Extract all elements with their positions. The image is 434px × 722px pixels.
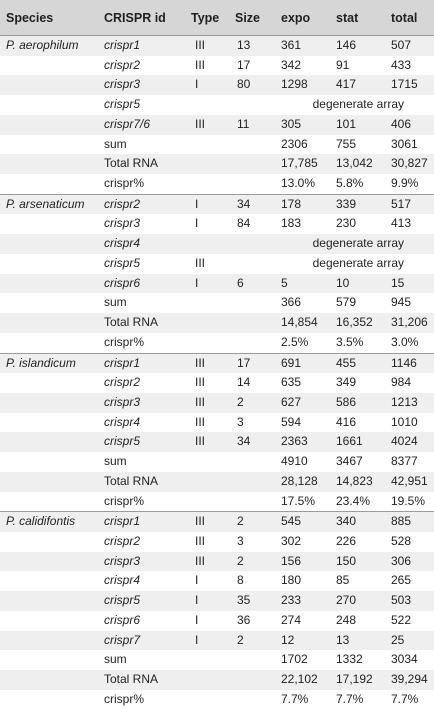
expo-cell: 233 xyxy=(275,591,330,611)
species-cell: P. aerophilum xyxy=(0,36,98,56)
species-cell xyxy=(0,135,98,155)
total-cell: 1213 xyxy=(385,393,434,413)
total-cell: 433 xyxy=(385,56,434,76)
size-cell: 2 xyxy=(229,631,275,651)
type-cell xyxy=(185,650,229,670)
type-cell: I xyxy=(185,75,229,95)
table-row xyxy=(0,56,434,76)
species-cell xyxy=(0,532,98,552)
type-cell: I xyxy=(185,274,229,294)
species-cell xyxy=(0,631,98,651)
size-cell xyxy=(229,650,275,670)
species-cell xyxy=(0,591,98,611)
type-cell xyxy=(185,670,229,690)
species-cell xyxy=(0,115,98,135)
total-cell: 19.5% xyxy=(385,492,434,512)
stat-cell: 101 xyxy=(330,115,385,135)
table-row xyxy=(0,532,434,552)
type-cell: III xyxy=(185,115,229,135)
expo-cell: 5 xyxy=(275,274,330,294)
type-cell xyxy=(185,135,229,155)
size-cell: 3 xyxy=(229,413,275,433)
size-cell xyxy=(229,174,275,194)
crispr-id-cell: crispr6 xyxy=(98,611,185,631)
crispr-id-cell: crispr6 xyxy=(98,274,185,294)
crispr-id-cell: crispr5 xyxy=(98,591,185,611)
expo-cell: 17.5% xyxy=(275,492,330,512)
species-cell xyxy=(0,472,98,492)
table-row xyxy=(0,293,434,313)
table-row xyxy=(0,313,434,333)
table-row xyxy=(0,234,434,254)
crispr-id-cell: crispr% xyxy=(98,333,185,353)
total-cell: 15 xyxy=(385,274,434,294)
crispr-id-cell: crispr1 xyxy=(98,512,185,532)
stat-cell: 13,042 xyxy=(330,154,385,174)
type-cell: III xyxy=(185,552,229,572)
type-cell xyxy=(185,452,229,472)
table-row xyxy=(0,492,434,512)
size-cell xyxy=(229,333,275,353)
size-cell: 2 xyxy=(229,512,275,532)
header-stat: stat xyxy=(330,0,385,36)
total-cell: 31,206 xyxy=(385,313,434,333)
stat-cell: 417 xyxy=(330,75,385,95)
species-cell xyxy=(0,670,98,690)
size-cell xyxy=(229,472,275,492)
type-cell: III xyxy=(185,413,229,433)
crispr-id-cell: Total RNA xyxy=(98,154,185,174)
total-cell: 522 xyxy=(385,611,434,631)
total-cell: 25 xyxy=(385,631,434,651)
size-cell xyxy=(229,234,275,254)
size-cell: 34 xyxy=(229,194,275,214)
expo-cell: 594 xyxy=(275,413,330,433)
total-cell: 984 xyxy=(385,373,434,393)
crispr-id-cell: sum xyxy=(98,293,185,313)
stat-cell: 248 xyxy=(330,611,385,631)
expo-cell: 13.0% xyxy=(275,174,330,194)
stat-cell: 7.7% xyxy=(330,690,385,710)
type-cell xyxy=(185,472,229,492)
expo-cell: 1702 xyxy=(275,650,330,670)
table-row xyxy=(0,631,434,651)
table-row xyxy=(0,611,434,631)
size-cell: 84 xyxy=(229,214,275,234)
crispr-id-cell: crispr% xyxy=(98,492,185,512)
expo-cell: 2306 xyxy=(275,135,330,155)
total-cell: 413 xyxy=(385,214,434,234)
total-cell: 517 xyxy=(385,194,434,214)
total-cell: 30,827 xyxy=(385,154,434,174)
size-cell xyxy=(229,492,275,512)
stat-cell: 339 xyxy=(330,194,385,214)
size-cell: 2 xyxy=(229,552,275,572)
type-cell xyxy=(185,234,229,254)
table-row xyxy=(0,214,434,234)
type-cell: III xyxy=(185,36,229,56)
crispr-id-cell: crispr7/6 xyxy=(98,115,185,135)
table-row xyxy=(0,95,434,115)
type-cell: I xyxy=(185,591,229,611)
table-row xyxy=(0,174,434,194)
crispr-id-cell: crispr3 xyxy=(98,393,185,413)
expo-cell: 22,102 xyxy=(275,670,330,690)
type-cell: III xyxy=(185,56,229,76)
expo-cell: 17,785 xyxy=(275,154,330,174)
type-cell: I xyxy=(185,194,229,214)
stat-cell: 1661 xyxy=(330,432,385,452)
type-cell xyxy=(185,174,229,194)
degenerate-note: degenerate array xyxy=(275,254,434,274)
table-row xyxy=(0,552,434,572)
type-cell xyxy=(185,690,229,710)
table-body xyxy=(0,36,434,710)
crispr-id-cell: Total RNA xyxy=(98,670,185,690)
table-header xyxy=(0,0,434,36)
degenerate-note: degenerate array xyxy=(275,95,434,115)
type-cell: III xyxy=(185,512,229,532)
crispr-id-cell: crispr4 xyxy=(98,413,185,433)
stat-cell: 586 xyxy=(330,393,385,413)
size-cell: 8 xyxy=(229,571,275,591)
expo-cell: 342 xyxy=(275,56,330,76)
size-cell xyxy=(229,254,275,274)
stat-cell: 455 xyxy=(330,353,385,373)
stat-cell: 3467 xyxy=(330,452,385,472)
total-cell: 42,951 xyxy=(385,472,434,492)
type-cell xyxy=(185,313,229,333)
type-cell: III xyxy=(185,532,229,552)
stat-cell: 17,192 xyxy=(330,670,385,690)
table-row xyxy=(0,591,434,611)
stat-cell: 270 xyxy=(330,591,385,611)
size-cell: 6 xyxy=(229,274,275,294)
species-cell xyxy=(0,154,98,174)
table-row xyxy=(0,333,434,353)
expo-cell: 305 xyxy=(275,115,330,135)
crispr-id-cell: sum xyxy=(98,452,185,472)
size-cell: 17 xyxy=(229,56,275,76)
type-cell xyxy=(185,293,229,313)
total-cell: 9.9% xyxy=(385,174,434,194)
expo-cell: 180 xyxy=(275,571,330,591)
header-size: Size xyxy=(229,0,275,36)
species-cell xyxy=(0,690,98,710)
crispr-id-cell: crispr2 xyxy=(98,56,185,76)
species-cell xyxy=(0,650,98,670)
stat-cell: 23.4% xyxy=(330,492,385,512)
expo-cell: 545 xyxy=(275,512,330,532)
total-cell: 306 xyxy=(385,552,434,572)
crispr-id-cell: crispr% xyxy=(98,690,185,710)
total-cell: 503 xyxy=(385,591,434,611)
species-cell xyxy=(0,95,98,115)
type-cell: I xyxy=(185,571,229,591)
expo-cell: 14,854 xyxy=(275,313,330,333)
header-species: Species xyxy=(0,0,98,36)
crispr-id-cell: crispr4 xyxy=(98,234,185,254)
species-cell xyxy=(0,293,98,313)
species-cell: P. islandicum xyxy=(0,353,98,373)
table-row xyxy=(0,75,434,95)
type-cell xyxy=(185,95,229,115)
total-cell: 4024 xyxy=(385,432,434,452)
expo-cell: 635 xyxy=(275,373,330,393)
table-row xyxy=(0,274,434,294)
type-cell: III xyxy=(185,432,229,452)
expo-cell: 627 xyxy=(275,393,330,413)
header-type: Type xyxy=(185,0,229,36)
table-row xyxy=(0,432,434,452)
header-crispr-id: CRISPR id xyxy=(98,0,185,36)
expo-cell: 361 xyxy=(275,36,330,56)
species-cell xyxy=(0,611,98,631)
size-cell xyxy=(229,293,275,313)
total-cell: 1146 xyxy=(385,353,434,373)
species-cell xyxy=(0,393,98,413)
species-cell: P. arsenaticum xyxy=(0,194,98,214)
expo-cell: 28,128 xyxy=(275,472,330,492)
species-cell xyxy=(0,552,98,572)
table-row xyxy=(0,413,434,433)
expo-cell: 156 xyxy=(275,552,330,572)
crispr-id-cell: crispr3 xyxy=(98,214,185,234)
total-cell: 3061 xyxy=(385,135,434,155)
table-row xyxy=(0,452,434,472)
expo-cell: 4910 xyxy=(275,452,330,472)
expo-cell: 691 xyxy=(275,353,330,373)
table-row xyxy=(0,472,434,492)
crispr-id-cell: sum xyxy=(98,135,185,155)
size-cell: 35 xyxy=(229,591,275,611)
table-row xyxy=(0,36,434,56)
species-cell xyxy=(0,254,98,274)
species-cell xyxy=(0,313,98,333)
crispr-id-cell: crispr3 xyxy=(98,552,185,572)
total-cell: 406 xyxy=(385,115,434,135)
total-cell: 265 xyxy=(385,571,434,591)
stat-cell: 3.5% xyxy=(330,333,385,353)
type-cell xyxy=(185,492,229,512)
size-cell: 11 xyxy=(229,115,275,135)
header-row xyxy=(0,0,434,36)
size-cell xyxy=(229,135,275,155)
stat-cell: 14,823 xyxy=(330,472,385,492)
table-row xyxy=(0,353,434,373)
stat-cell: 340 xyxy=(330,512,385,532)
size-cell: 13 xyxy=(229,36,275,56)
table-row xyxy=(0,393,434,413)
stat-cell: 146 xyxy=(330,36,385,56)
size-cell: 36 xyxy=(229,611,275,631)
crispr-id-cell: Total RNA xyxy=(98,313,185,333)
crispr-id-cell: sum xyxy=(98,650,185,670)
stat-cell: 85 xyxy=(330,571,385,591)
expo-cell: 183 xyxy=(275,214,330,234)
crispr-id-cell: crispr% xyxy=(98,174,185,194)
species-cell xyxy=(0,274,98,294)
total-cell: 7.7% xyxy=(385,690,434,710)
expo-cell: 2.5% xyxy=(275,333,330,353)
stat-cell: 755 xyxy=(330,135,385,155)
total-cell: 507 xyxy=(385,36,434,56)
table-row xyxy=(0,135,434,155)
species-cell xyxy=(0,174,98,194)
total-cell: 1010 xyxy=(385,413,434,433)
type-cell: III xyxy=(185,254,229,274)
table-row xyxy=(0,650,434,670)
crispr-id-cell: crispr2 xyxy=(98,194,185,214)
table-row xyxy=(0,670,434,690)
expo-cell: 302 xyxy=(275,532,330,552)
total-cell: 528 xyxy=(385,532,434,552)
species-cell xyxy=(0,75,98,95)
crispr-id-cell: Total RNA xyxy=(98,472,185,492)
crispr-id-cell: crispr1 xyxy=(98,353,185,373)
size-cell: 80 xyxy=(229,75,275,95)
stat-cell: 150 xyxy=(330,552,385,572)
size-cell xyxy=(229,670,275,690)
stat-cell: 579 xyxy=(330,293,385,313)
species-cell xyxy=(0,214,98,234)
total-cell: 39,294 xyxy=(385,670,434,690)
crispr-id-cell: crispr5 xyxy=(98,432,185,452)
total-cell: 3.0% xyxy=(385,333,434,353)
table-row xyxy=(0,571,434,591)
species-cell xyxy=(0,56,98,76)
crispr-id-cell: crispr5 xyxy=(98,95,185,115)
species-cell xyxy=(0,432,98,452)
crispr-id-cell: crispr2 xyxy=(98,532,185,552)
type-cell xyxy=(185,154,229,174)
size-cell xyxy=(229,690,275,710)
size-cell: 3 xyxy=(229,532,275,552)
species-cell xyxy=(0,234,98,254)
crispr-id-cell: crispr7 xyxy=(98,631,185,651)
species-cell xyxy=(0,373,98,393)
type-cell: I xyxy=(185,611,229,631)
total-cell: 3034 xyxy=(385,650,434,670)
stat-cell: 349 xyxy=(330,373,385,393)
stat-cell: 1332 xyxy=(330,650,385,670)
table-row xyxy=(0,512,434,532)
size-cell: 17 xyxy=(229,353,275,373)
table-row xyxy=(0,194,434,214)
total-cell: 8377 xyxy=(385,452,434,472)
expo-cell: 1298 xyxy=(275,75,330,95)
type-cell: III xyxy=(185,373,229,393)
type-cell xyxy=(185,333,229,353)
crispr-id-cell: crispr2 xyxy=(98,373,185,393)
stat-cell: 230 xyxy=(330,214,385,234)
crispr-id-cell: crispr5 xyxy=(98,254,185,274)
stat-cell: 226 xyxy=(330,532,385,552)
total-cell: 885 xyxy=(385,512,434,532)
total-cell: 1715 xyxy=(385,75,434,95)
table-row xyxy=(0,690,434,710)
expo-cell: 366 xyxy=(275,293,330,313)
total-cell: 945 xyxy=(385,293,434,313)
expo-cell: 7.7% xyxy=(275,690,330,710)
type-cell: I xyxy=(185,631,229,651)
header-total: total xyxy=(385,0,434,36)
table-row xyxy=(0,254,434,274)
species-cell xyxy=(0,492,98,512)
stat-cell: 10 xyxy=(330,274,385,294)
table-row xyxy=(0,115,434,135)
size-cell xyxy=(229,154,275,174)
species-cell xyxy=(0,413,98,433)
species-cell xyxy=(0,571,98,591)
size-cell xyxy=(229,313,275,333)
stat-cell: 5.8% xyxy=(330,174,385,194)
degenerate-note: degenerate array xyxy=(275,234,434,254)
header-expo: expo xyxy=(275,0,330,36)
type-cell: I xyxy=(185,214,229,234)
stat-cell: 91 xyxy=(330,56,385,76)
species-cell xyxy=(0,452,98,472)
crispr-id-cell: crispr1 xyxy=(98,36,185,56)
type-cell: III xyxy=(185,393,229,413)
expo-cell: 274 xyxy=(275,611,330,631)
stat-cell: 416 xyxy=(330,413,385,433)
expo-cell: 12 xyxy=(275,631,330,651)
size-cell: 14 xyxy=(229,373,275,393)
size-cell xyxy=(229,95,275,115)
size-cell: 34 xyxy=(229,432,275,452)
table-row xyxy=(0,373,434,393)
type-cell: III xyxy=(185,353,229,373)
expo-cell: 178 xyxy=(275,194,330,214)
species-cell xyxy=(0,333,98,353)
crispr-id-cell: crispr3 xyxy=(98,75,185,95)
size-cell: 2 xyxy=(229,393,275,413)
crispr-id-cell: crispr4 xyxy=(98,571,185,591)
table-row xyxy=(0,154,434,174)
stat-cell: 13 xyxy=(330,631,385,651)
species-cell: P. calidifontis xyxy=(0,512,98,532)
expo-cell: 2363 xyxy=(275,432,330,452)
stat-cell: 16,352 xyxy=(330,313,385,333)
size-cell xyxy=(229,452,275,472)
